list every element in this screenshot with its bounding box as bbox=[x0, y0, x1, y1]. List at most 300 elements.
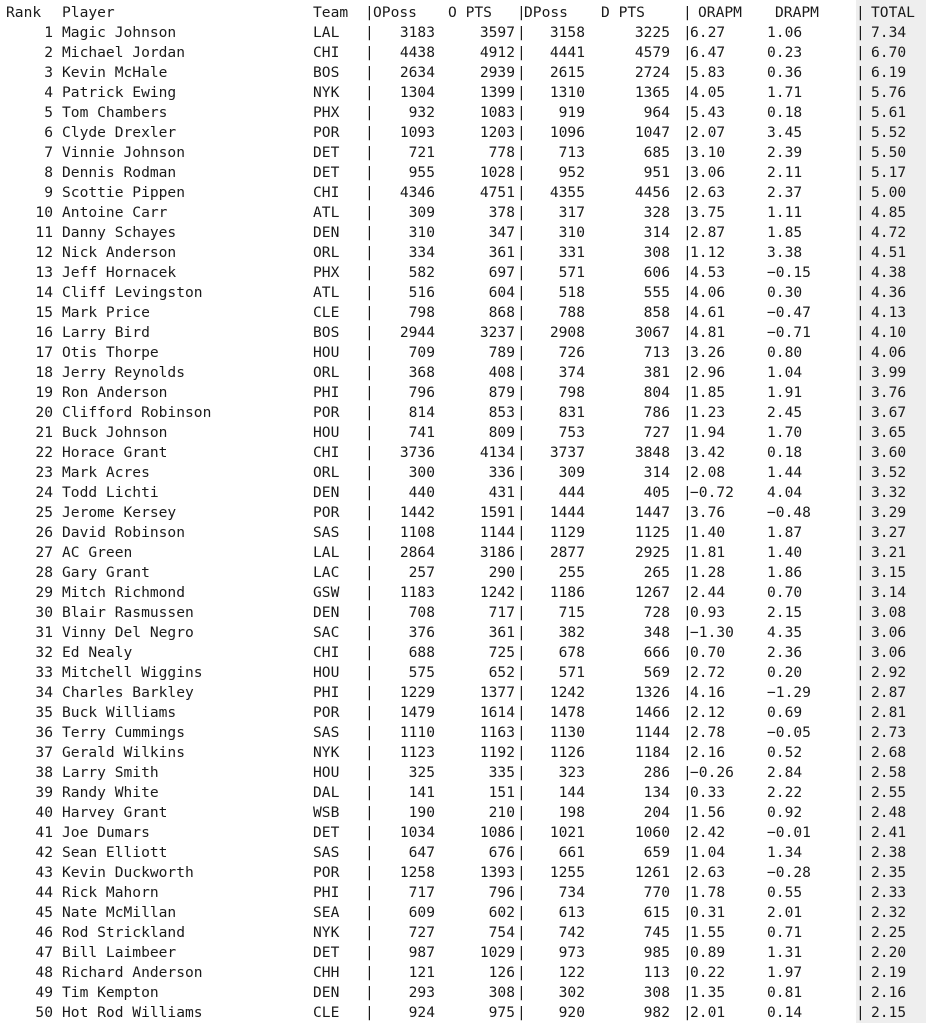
column-divider: | bbox=[365, 944, 374, 961]
cell-player: Kevin Duckworth bbox=[62, 864, 194, 881]
cell-total: 4.72 bbox=[871, 224, 907, 241]
cell-dpts: 713 bbox=[643, 344, 670, 361]
cell-opts: 361 bbox=[488, 624, 515, 641]
cell-orapm: −0.72 bbox=[690, 484, 734, 501]
column-divider: | bbox=[365, 224, 374, 241]
column-divider: | bbox=[365, 164, 374, 181]
cell-team: SEA bbox=[313, 904, 340, 921]
column-divider: | bbox=[365, 24, 374, 41]
cell-opts: 1028 bbox=[479, 164, 515, 181]
cell-rank: 47 bbox=[35, 944, 53, 961]
column-divider: | bbox=[856, 984, 865, 1001]
column-divider: | bbox=[517, 284, 526, 301]
cell-oposs: 309 bbox=[408, 204, 435, 221]
table-row bbox=[0, 143, 926, 163]
cell-team: PHI bbox=[313, 684, 340, 701]
header-row bbox=[0, 3, 926, 23]
cell-drapm: 2.11 bbox=[767, 164, 803, 181]
cell-oposs: 1093 bbox=[399, 124, 435, 141]
cell-player: Clyde Drexler bbox=[62, 124, 177, 141]
cell-opts: 378 bbox=[488, 204, 515, 221]
cell-total: 2.38 bbox=[871, 844, 907, 861]
cell-opts: 336 bbox=[488, 464, 515, 481]
column-divider: | bbox=[683, 924, 692, 941]
cell-dposs: 713 bbox=[558, 144, 585, 161]
cell-drapm: −0.05 bbox=[767, 724, 811, 741]
cell-opts: 290 bbox=[488, 564, 515, 581]
column-divider: | bbox=[856, 484, 865, 501]
column-divider: | bbox=[683, 544, 692, 561]
cell-dpts: 728 bbox=[643, 604, 670, 621]
cell-oposs: 300 bbox=[408, 464, 435, 481]
table-row bbox=[0, 943, 926, 963]
cell-team: WSB bbox=[313, 804, 340, 821]
cell-dposs: 302 bbox=[558, 984, 585, 1001]
cell-rank: 26 bbox=[35, 524, 53, 541]
cell-dposs: 323 bbox=[558, 764, 585, 781]
column-divider: | bbox=[856, 84, 865, 101]
cell-total: 3.65 bbox=[871, 424, 907, 441]
cell-total: 3.14 bbox=[871, 584, 907, 601]
column-divider: | bbox=[683, 944, 692, 961]
cell-team: HOU bbox=[313, 424, 340, 441]
cell-total: 2.81 bbox=[871, 704, 907, 721]
table-row bbox=[0, 683, 926, 703]
cell-oposs: 924 bbox=[408, 1004, 435, 1021]
cell-drapm: 0.30 bbox=[767, 284, 803, 301]
column-divider: | bbox=[517, 524, 526, 541]
cell-team: ATL bbox=[313, 204, 340, 221]
column-divider: | bbox=[683, 524, 692, 541]
cell-dpts: 1326 bbox=[634, 684, 670, 701]
cell-orapm: 2.16 bbox=[690, 744, 726, 761]
cell-dpts: 113 bbox=[643, 964, 670, 981]
cell-opts: 697 bbox=[488, 264, 515, 281]
column-divider: | bbox=[683, 384, 692, 401]
column-divider: | bbox=[856, 64, 865, 81]
column-divider: | bbox=[365, 524, 374, 541]
cell-drapm: 0.55 bbox=[767, 884, 803, 901]
cell-player: Nick Anderson bbox=[62, 244, 177, 261]
column-divider: | bbox=[365, 184, 374, 201]
table-row bbox=[0, 423, 926, 443]
cell-total: 2.87 bbox=[871, 684, 907, 701]
cell-orapm: 3.06 bbox=[690, 164, 726, 181]
cell-player: Danny Schayes bbox=[62, 224, 177, 241]
cell-rank: 1 bbox=[44, 24, 53, 41]
cell-rank: 16 bbox=[35, 324, 53, 341]
cell-player: Dennis Rodman bbox=[62, 164, 177, 181]
cell-player: Harvey Grant bbox=[62, 804, 168, 821]
cell-team: SAC bbox=[313, 624, 340, 641]
cell-opts: 3237 bbox=[479, 324, 515, 341]
header-total: TOTAL bbox=[871, 4, 915, 21]
column-divider: | bbox=[856, 624, 865, 641]
column-divider: | bbox=[856, 644, 865, 661]
cell-orapm: 1.81 bbox=[690, 544, 726, 561]
column-divider: | bbox=[365, 264, 374, 281]
column-divider: | bbox=[517, 864, 526, 881]
cell-team: NYK bbox=[313, 744, 340, 761]
cell-opts: 1399 bbox=[479, 84, 515, 101]
column-divider: | bbox=[856, 864, 865, 881]
cell-orapm: 2.96 bbox=[690, 364, 726, 381]
column-divider: | bbox=[683, 304, 692, 321]
table-row bbox=[0, 483, 926, 503]
cell-dpts: 3225 bbox=[634, 24, 670, 41]
cell-orapm: 3.75 bbox=[690, 204, 726, 221]
cell-opts: 4134 bbox=[479, 444, 515, 461]
cell-orapm: 1.12 bbox=[690, 244, 726, 261]
cell-oposs: 1110 bbox=[399, 724, 435, 741]
cell-player: Horace Grant bbox=[62, 444, 168, 461]
cell-dpts: 4456 bbox=[634, 184, 670, 201]
table-row bbox=[0, 763, 926, 783]
cell-oposs: 121 bbox=[408, 964, 435, 981]
column-divider: | bbox=[365, 104, 374, 121]
cell-rank: 24 bbox=[35, 484, 53, 501]
cell-rank: 12 bbox=[35, 244, 53, 261]
column-divider: | bbox=[856, 924, 865, 941]
column-divider: | bbox=[683, 884, 692, 901]
cell-dposs: 726 bbox=[558, 344, 585, 361]
table-row bbox=[0, 643, 926, 663]
cell-dposs: 2615 bbox=[549, 64, 585, 81]
column-divider: | bbox=[517, 164, 526, 181]
cell-total: 4.10 bbox=[871, 324, 907, 341]
column-divider: | bbox=[517, 144, 526, 161]
header-divider: | bbox=[517, 4, 526, 21]
cell-player: Mark Acres bbox=[62, 464, 150, 481]
cell-team: SAS bbox=[313, 524, 340, 541]
cell-total: 6.19 bbox=[871, 64, 907, 81]
table-row bbox=[0, 723, 926, 743]
cell-dpts: 615 bbox=[643, 904, 670, 921]
cell-orapm: 2.01 bbox=[690, 1004, 726, 1021]
cell-opts: 975 bbox=[488, 1004, 515, 1021]
cell-drapm: 0.81 bbox=[767, 984, 803, 1001]
cell-team: SAS bbox=[313, 844, 340, 861]
cell-drapm: 2.15 bbox=[767, 604, 803, 621]
cell-orapm: 2.78 bbox=[690, 724, 726, 741]
column-divider: | bbox=[517, 44, 526, 61]
column-divider: | bbox=[365, 84, 374, 101]
cell-drapm: 2.39 bbox=[767, 144, 803, 161]
cell-player: Ron Anderson bbox=[62, 384, 168, 401]
column-divider: | bbox=[856, 584, 865, 601]
cell-player: Vinny Del Negro bbox=[62, 624, 194, 641]
cell-oposs: 688 bbox=[408, 644, 435, 661]
cell-rank: 48 bbox=[35, 964, 53, 981]
column-divider: | bbox=[517, 984, 526, 1001]
header-oposs: OPoss bbox=[373, 4, 417, 21]
column-divider: | bbox=[683, 964, 692, 981]
cell-dposs: 1478 bbox=[549, 704, 585, 721]
column-divider: | bbox=[517, 764, 526, 781]
cell-opts: 3597 bbox=[479, 24, 515, 41]
cell-orapm: 5.83 bbox=[690, 64, 726, 81]
cell-opts: 335 bbox=[488, 764, 515, 781]
cell-oposs: 721 bbox=[408, 144, 435, 161]
column-divider: | bbox=[683, 564, 692, 581]
column-divider: | bbox=[683, 904, 692, 921]
cell-player: Cliff Levingston bbox=[62, 284, 203, 301]
cell-oposs: 647 bbox=[408, 844, 435, 861]
column-divider: | bbox=[683, 404, 692, 421]
table-row bbox=[0, 563, 926, 583]
column-divider: | bbox=[365, 824, 374, 841]
header-divider: | bbox=[683, 4, 692, 21]
column-divider: | bbox=[365, 904, 374, 921]
column-divider: | bbox=[517, 124, 526, 141]
cell-total: 6.70 bbox=[871, 44, 907, 61]
column-divider: | bbox=[365, 764, 374, 781]
column-divider: | bbox=[517, 324, 526, 341]
cell-opts: 1029 bbox=[479, 944, 515, 961]
header-player: Player bbox=[62, 4, 115, 21]
cell-drapm: 2.45 bbox=[767, 404, 803, 421]
cell-player: Jerome Kersey bbox=[62, 504, 177, 521]
column-divider: | bbox=[517, 584, 526, 601]
cell-player: Magic Johnson bbox=[62, 24, 177, 41]
cell-orapm: 0.93 bbox=[690, 604, 726, 621]
column-divider: | bbox=[856, 464, 865, 481]
cell-player: Ed Nealy bbox=[62, 644, 133, 661]
cell-drapm: 1.04 bbox=[767, 364, 803, 381]
cell-rank: 13 bbox=[35, 264, 53, 281]
cell-drapm: 1.85 bbox=[767, 224, 803, 241]
cell-dposs: 1126 bbox=[549, 744, 585, 761]
table-row bbox=[0, 83, 926, 103]
cell-oposs: 1108 bbox=[399, 524, 435, 541]
table-row bbox=[0, 803, 926, 823]
column-divider: | bbox=[517, 424, 526, 441]
cell-dpts: 314 bbox=[643, 464, 670, 481]
column-divider: | bbox=[856, 164, 865, 181]
column-divider: | bbox=[517, 884, 526, 901]
cell-team: SAS bbox=[313, 724, 340, 741]
cell-team: DEN bbox=[313, 224, 340, 241]
cell-drapm: 1.97 bbox=[767, 964, 803, 981]
column-divider: | bbox=[517, 404, 526, 421]
column-divider: | bbox=[683, 864, 692, 881]
cell-drapm: −0.71 bbox=[767, 324, 811, 341]
cell-orapm: 4.53 bbox=[690, 264, 726, 281]
cell-drapm: 1.91 bbox=[767, 384, 803, 401]
column-divider: | bbox=[683, 784, 692, 801]
header-team: Team bbox=[313, 4, 349, 21]
cell-team: HOU bbox=[313, 344, 340, 361]
column-divider: | bbox=[856, 364, 865, 381]
column-divider: | bbox=[365, 844, 374, 861]
cell-dpts: 204 bbox=[643, 804, 670, 821]
column-divider: | bbox=[517, 504, 526, 521]
column-divider: | bbox=[683, 464, 692, 481]
cell-total: 3.76 bbox=[871, 384, 907, 401]
cell-team: CHI bbox=[313, 184, 340, 201]
cell-drapm: 1.87 bbox=[767, 524, 803, 541]
cell-drapm: 3.45 bbox=[767, 124, 803, 141]
column-divider: | bbox=[683, 64, 692, 81]
cell-opts: 1083 bbox=[479, 104, 515, 121]
cell-total: 3.60 bbox=[871, 444, 907, 461]
cell-dpts: 2925 bbox=[634, 544, 670, 561]
cell-dposs: 2877 bbox=[549, 544, 585, 561]
cell-oposs: 1229 bbox=[399, 684, 435, 701]
cell-oposs: 796 bbox=[408, 384, 435, 401]
column-divider: | bbox=[683, 24, 692, 41]
column-divider: | bbox=[365, 804, 374, 821]
cell-opts: 676 bbox=[488, 844, 515, 861]
cell-rank: 15 bbox=[35, 304, 53, 321]
cell-player: Randy White bbox=[62, 784, 159, 801]
column-divider: | bbox=[683, 724, 692, 741]
column-divider: | bbox=[365, 604, 374, 621]
cell-dposs: 919 bbox=[558, 104, 585, 121]
cell-player: Sean Elliott bbox=[62, 844, 168, 861]
cell-oposs: 709 bbox=[408, 344, 435, 361]
cell-dpts: 858 bbox=[643, 304, 670, 321]
column-divider: | bbox=[856, 124, 865, 141]
column-divider: | bbox=[365, 424, 374, 441]
column-divider: | bbox=[365, 44, 374, 61]
cell-dpts: 606 bbox=[643, 264, 670, 281]
cell-opts: 151 bbox=[488, 784, 515, 801]
table-row bbox=[0, 783, 926, 803]
cell-player: Tom Chambers bbox=[62, 104, 168, 121]
header-rank: Rank bbox=[6, 4, 42, 21]
cell-dposs: 1096 bbox=[549, 124, 585, 141]
cell-player: Larry Smith bbox=[62, 764, 159, 781]
cell-total: 2.16 bbox=[871, 984, 907, 1001]
cell-oposs: 1034 bbox=[399, 824, 435, 841]
cell-player: Terry Cummings bbox=[62, 724, 186, 741]
cell-orapm: 2.63 bbox=[690, 184, 726, 201]
cell-dpts: 1267 bbox=[634, 584, 670, 601]
cell-player: Rod Strickland bbox=[62, 924, 186, 941]
cell-rank: 32 bbox=[35, 644, 53, 661]
cell-opts: 809 bbox=[488, 424, 515, 441]
cell-team: PHI bbox=[313, 884, 340, 901]
cell-dpts: 1060 bbox=[634, 824, 670, 841]
cell-dpts: 1184 bbox=[634, 744, 670, 761]
cell-orapm: 2.08 bbox=[690, 464, 726, 481]
cell-dposs: 255 bbox=[558, 564, 585, 581]
cell-dpts: 2724 bbox=[634, 64, 670, 81]
cell-rank: 43 bbox=[35, 864, 53, 881]
cell-opts: 725 bbox=[488, 644, 515, 661]
column-divider: | bbox=[517, 264, 526, 281]
column-divider: | bbox=[856, 184, 865, 201]
cell-oposs: 717 bbox=[408, 884, 435, 901]
column-divider: | bbox=[856, 444, 865, 461]
cell-opts: 361 bbox=[488, 244, 515, 261]
cell-oposs: 141 bbox=[408, 784, 435, 801]
header-divider: | bbox=[856, 4, 865, 21]
cell-drapm: 1.31 bbox=[767, 944, 803, 961]
cell-total: 4.85 bbox=[871, 204, 907, 221]
cell-dposs: 2908 bbox=[549, 324, 585, 341]
column-divider: | bbox=[365, 204, 374, 221]
cell-oposs: 376 bbox=[408, 624, 435, 641]
cell-rank: 2 bbox=[44, 44, 53, 61]
cell-dpts: 1447 bbox=[634, 504, 670, 521]
column-divider: | bbox=[683, 424, 692, 441]
column-divider: | bbox=[517, 484, 526, 501]
cell-team: DET bbox=[313, 824, 340, 841]
cell-dposs: 571 bbox=[558, 264, 585, 281]
cell-team: NYK bbox=[313, 84, 340, 101]
cell-rank: 5 bbox=[44, 104, 53, 121]
column-divider: | bbox=[365, 984, 374, 1001]
column-divider: | bbox=[365, 884, 374, 901]
header-orapm: ORAPM bbox=[698, 4, 742, 21]
cell-rank: 31 bbox=[35, 624, 53, 641]
cell-oposs: 727 bbox=[408, 924, 435, 941]
cell-orapm: −0.26 bbox=[690, 764, 734, 781]
cell-dposs: 715 bbox=[558, 604, 585, 621]
cell-opts: 347 bbox=[488, 224, 515, 241]
column-divider: | bbox=[856, 504, 865, 521]
cell-dposs: 831 bbox=[558, 404, 585, 421]
table-row bbox=[0, 543, 926, 563]
cell-oposs: 334 bbox=[408, 244, 435, 261]
cell-rank: 46 bbox=[35, 924, 53, 941]
cell-dpts: 381 bbox=[643, 364, 670, 381]
cell-oposs: 190 bbox=[408, 804, 435, 821]
cell-team: GSW bbox=[313, 584, 340, 601]
cell-dposs: 310 bbox=[558, 224, 585, 241]
cell-team: DAL bbox=[313, 784, 340, 801]
column-divider: | bbox=[517, 1004, 526, 1021]
cell-rank: 49 bbox=[35, 984, 53, 1001]
cell-total: 5.50 bbox=[871, 144, 907, 161]
cell-drapm: 0.18 bbox=[767, 444, 803, 461]
column-divider: | bbox=[856, 344, 865, 361]
cell-rank: 50 bbox=[35, 1004, 53, 1021]
cell-dpts: 745 bbox=[643, 924, 670, 941]
cell-total: 5.00 bbox=[871, 184, 907, 201]
table-row bbox=[0, 283, 926, 303]
cell-dposs: 678 bbox=[558, 644, 585, 661]
cell-dposs: 1021 bbox=[549, 824, 585, 841]
cell-team: LAL bbox=[313, 24, 340, 41]
column-divider: | bbox=[683, 364, 692, 381]
cell-opts: 1242 bbox=[479, 584, 515, 601]
column-divider: | bbox=[365, 484, 374, 501]
column-divider: | bbox=[683, 1004, 692, 1021]
table-row bbox=[0, 843, 926, 863]
table-row bbox=[0, 863, 926, 883]
cell-orapm: 2.44 bbox=[690, 584, 726, 601]
table-row bbox=[0, 963, 926, 983]
cell-player: David Robinson bbox=[62, 524, 186, 541]
cell-team: POR bbox=[313, 864, 340, 881]
cell-team: LAL bbox=[313, 544, 340, 561]
column-divider: | bbox=[683, 684, 692, 701]
cell-opts: 1393 bbox=[479, 864, 515, 881]
table-row bbox=[0, 743, 926, 763]
cell-rank: 34 bbox=[35, 684, 53, 701]
cell-orapm: 0.33 bbox=[690, 784, 726, 801]
header-dpts: D PTS bbox=[601, 4, 645, 21]
table-row bbox=[0, 663, 926, 683]
cell-dpts: 1047 bbox=[634, 124, 670, 141]
column-divider: | bbox=[365, 244, 374, 261]
table-row bbox=[0, 323, 926, 343]
cell-dposs: 973 bbox=[558, 944, 585, 961]
cell-total: 3.52 bbox=[871, 464, 907, 481]
